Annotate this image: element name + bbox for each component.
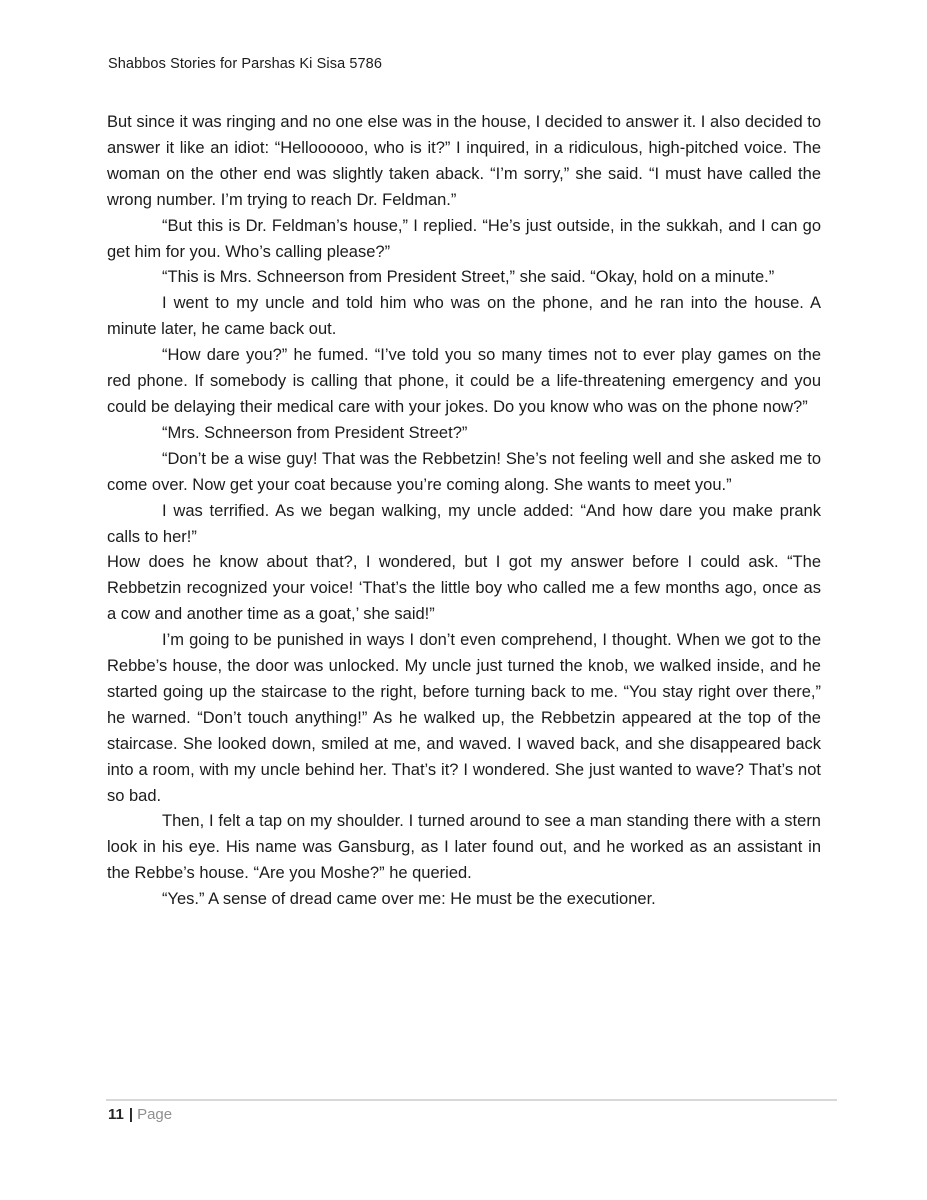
story-paragraph: “But this is Dr. Feldman’s house,” I replied. “He’s just outside, in the sukkah, and I can go get him for you. Who’s calling please?” <box>107 216 821 261</box>
story-paragraph: “Don’t be a wise guy! That was the Rebbetzin! She’s not feeling well and she asked me to come over. Now get your coat because you’re coming along. She wants to meet you.” <box>107 449 821 494</box>
story-paragraph: “How dare you?” he fumed. “I’ve told you so many times not to ever play games on the red phone. If somebody is calling that phone, it could be a life-threatening emergency and you could be delaying their medical care with your jokes. Do you know who was on the phone now?” <box>107 346 821 416</box>
story-body <box>107 110 821 913</box>
story-paragraph: Then, I felt a tap on my shoulder. I turned around to see a man standing there with a stern look in his eye. His name was Gansburg, as I later found out, and he worked as an assistant in the Rebbe’s house. “Are you Moshe?” he queried. <box>107 812 821 883</box>
footer-divider <box>106 1099 837 1101</box>
page-footer <box>108 1105 172 1125</box>
footer-separator: | <box>128 1106 134 1123</box>
story-paragraph: “Mrs. Schneerson from President Street?” <box>162 423 468 442</box>
story-paragraph: “This is Mrs. Schneerson from President Street,” she said. “Okay, hold on a minute.” <box>162 268 775 287</box>
story-paragraph: How does he know about that?, I wondered, but I got my answer before I could ask. “The Rebbetzin recognized your voice! ‘That’s the little boy who called me a few months ago, once as a cow and another time as a goat,’ she said!” <box>107 553 821 624</box>
story-paragraph: But since it was ringing and no one else was in the house, I decided to answer it. I also decided to answer it like an idiot: “Helloooooo, who is it?” I inquired, in a ridiculous, high-pitched voice. The woman on the other end was slightly taken aback. “I’m sorry,” she said. “I must have called the wrong number. I’m trying to reach Dr. Feldman.” <box>107 113 821 209</box>
footer-page-label: Page <box>137 1106 173 1123</box>
page-number: 11 <box>108 1106 124 1123</box>
story-paragraph: I was terrified. As we began walking, my uncle added: “And how dare you make prank calls to her!” <box>107 501 821 546</box>
document-header <box>108 55 382 74</box>
header-title: Shabbos Stories for Parshas Ki Sisa 5786 <box>108 56 383 72</box>
story-paragraph: “Yes.” A sense of dread came over me: He must be the executioner. <box>162 890 656 909</box>
story-paragraph: I went to my uncle and told him who was on the phone, and he ran into the house. A minute later, he came back out. <box>107 294 821 339</box>
story-paragraph: I’m going to be punished in ways I don’t even comprehend, I thought. When we got to the Rebbe’s house, the door was unlocked. My uncle just turned the knob, we walked inside, and he started going up the staircase to the right, before turning back to me. “You stay right over there,” he warned. “Don’t touch anything!” As he walked up, the Rebbetzin appeared at the top of the staircase. She looked down, smiled at me, and waved. I waved back, and she disappeared back into a room, with my uncle behind her. That’s it? I wondered. She just wanted to wave? That’s not so bad. <box>107 631 821 805</box>
